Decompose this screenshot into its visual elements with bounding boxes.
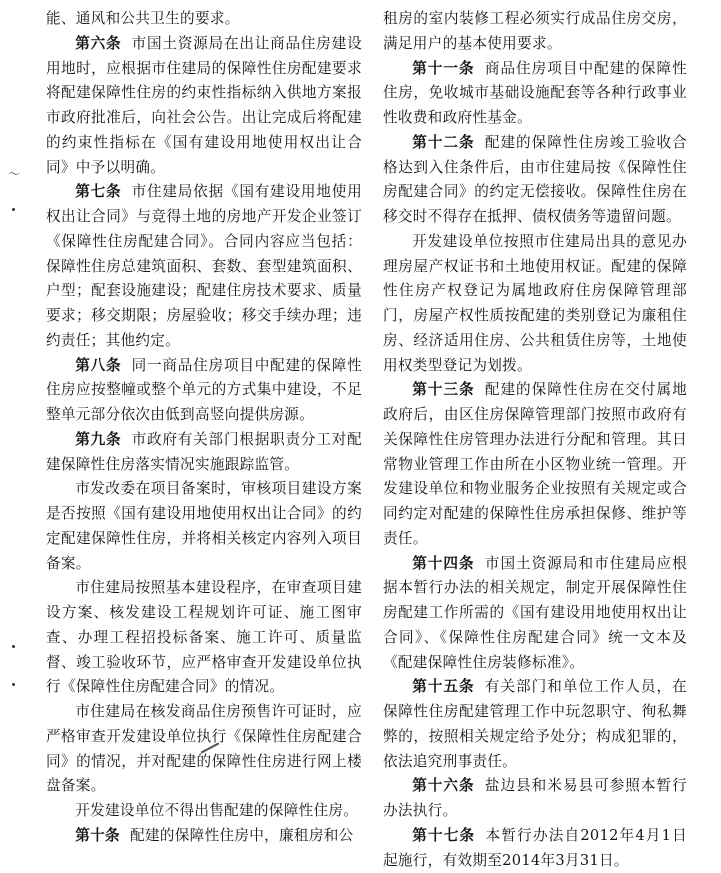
paragraph-text: 开发建设单位按照市住建局出具的意见办理房屋产权证书和土地使用权证。配建的保障性住房产权登记为属地政府住房保障管理部门，房屋产权性质按配建的类别登记为廉租住房、经济适用住房、公共租赁住房等，土地使用权类型登记为划拨。 (383, 232, 687, 374)
article-paragraph (383, 131, 687, 230)
paragraph (46, 576, 362, 700)
article-number: 第十条 (75, 826, 120, 844)
paragraph-text: 同一商品住房项目中配建的保障性住房应按整幢或整个单元的方式集中建设，不足整单元部分依次由低到高竖向提供房源。 (46, 356, 362, 423)
right-text-column (383, 7, 687, 873)
article-paragraph (383, 57, 687, 131)
article-number: 第九条 (75, 430, 122, 448)
article-number: 第十三条 (412, 381, 475, 399)
paragraph-text: 配建的保障性住房在交付属地政府后，由区住房保障管理部门按照市政府有关保障性住房管理办法进行分配和管理。其日常物业管理工作由所在小区物业统一管理。开发建设单位和物业服务企业按照有关规定或合同约定对配建的保障性住房承担保修、维护等责任。 (383, 381, 688, 547)
paragraph-text: 市住建局按照基本建设程序，在审查项目建设方案、核发建设工程规划许可证、施工图审查、办理工程招投标备案、施工许可、质量监督、竣工验收环节，应严格审查开发建设单位执行《保障性住房配建合同》的情况。 (46, 579, 362, 696)
paragraph (383, 7, 687, 57)
article-number: 第六条 (75, 34, 122, 52)
article-paragraph (383, 675, 687, 774)
paragraph-text: 能、通风和公共卫生的要求。 (46, 10, 240, 27)
paragraph (46, 7, 362, 32)
article-paragraph (383, 378, 687, 551)
paragraph-text: 配建的保障性住房竣工验收合格达到入住条件后，由市住建局按《保障性住房配建合同》的约定无偿接收。保障性住房在移交时不得存在抵押、债权债务等遗留问题。 (383, 133, 688, 225)
article-number: 第十一条 (412, 59, 475, 77)
paragraph-text: 市政府有关部门根据职责分工对配建保障性住房落实情况实施跟踪监管。 (46, 430, 362, 473)
margin-dot (12, 645, 15, 648)
paragraph-text: 开发建设单位不得出售配建的保障性住房。 (75, 802, 359, 819)
article-paragraph (46, 180, 362, 353)
article-number: 第七条 (75, 183, 122, 201)
paragraph (383, 230, 687, 379)
article-paragraph (383, 824, 687, 873)
left-text-column (46, 7, 362, 849)
paragraph-text: 盐边县和米易县可参照本暂行办法执行。 (383, 777, 688, 819)
paragraph-text: 本暂行办法自2012年4月1日起施行，有效期至2014年3月31日。 (383, 826, 687, 869)
paragraph-text: 市发改委在项目备案时，审核项目建设方案是否按照《国有建设用地使用权出让合同》的约定配建保障性住房，并将相关核定内容列入项目备案。 (46, 480, 362, 572)
margin-tick-mark: 〜 (8, 167, 21, 181)
article-number: 第十二条 (412, 133, 475, 151)
paragraph-text: 商品住房项目中配建的保障性住房，免收城市基础设施配套等各种行政事业性收费和政府性基金。 (383, 59, 688, 126)
article-paragraph (46, 354, 362, 428)
article-number: 第十五条 (412, 678, 475, 696)
paragraph-text: 配建的保障性住房中，廉租房和公 (130, 826, 354, 844)
margin-dot (12, 208, 15, 211)
article-number: 第十六条 (412, 777, 475, 795)
article-number: 第十四条 (412, 554, 475, 572)
article-number: 第八条 (75, 356, 122, 374)
paragraph (46, 799, 362, 824)
paragraph-text: 市住建局在核发商品住房预售许可证时，应严格审查开发建设单位执行《保障性住房配建合同》的情况，并对配建的保障性住房进行网上楼盘备案。 (46, 703, 362, 795)
paragraph-text: 市国土资源局和市住建局应根据本暂行办法的相关规定，制定开展保障性住房配建工作所需的《国有建设用地使用权出让合同》、《保障性住房配建合同》统一文本及《配建保障性住房装修标准》。 (383, 554, 688, 671)
article-paragraph (46, 428, 362, 478)
paragraph-text: 市住建局依据《国有建设用地使用权出让合同》与竞得土地的房地产开发企业签订《保障性住房配建合同》。合同内容应当包括：保障性住房总建筑面积、套数、套型建筑面积、户型；配套设施建设；配建住房技术要求、质量要求；移交期限；房屋验收；移交手续办理；违约责任；其他约定。 (46, 183, 362, 349)
paragraph (46, 700, 362, 799)
article-paragraph (46, 824, 362, 849)
article-paragraph (383, 552, 687, 676)
article-paragraph (383, 774, 687, 824)
margin-dot (12, 683, 15, 686)
paragraph-text: 有关部门和单位工作人员，在保障性住房配建管理工作中玩忽职守、徇私舞弊的，按照相关规定给予处分；构成犯罪的，依法追究刑事责任。 (383, 678, 688, 770)
article-paragraph (46, 32, 362, 181)
paragraph (46, 477, 362, 576)
paragraph-text: 租房的室内装修工程必须实行成品住房交房，满足用户的基本使用要求。 (383, 10, 687, 52)
article-number: 第十七条 (412, 826, 476, 844)
paragraph-text: 市国土资源局在出让商品住房建设用地时，应根据市住建局的保障性住房配建要求将配建保障性住房的约束性指标纳入供地方案报市政府批准后，向社会公告。出让完成后将配建的约束性指标在《国有建设用地使用权出让合同》中予以明确。 (46, 34, 362, 176)
